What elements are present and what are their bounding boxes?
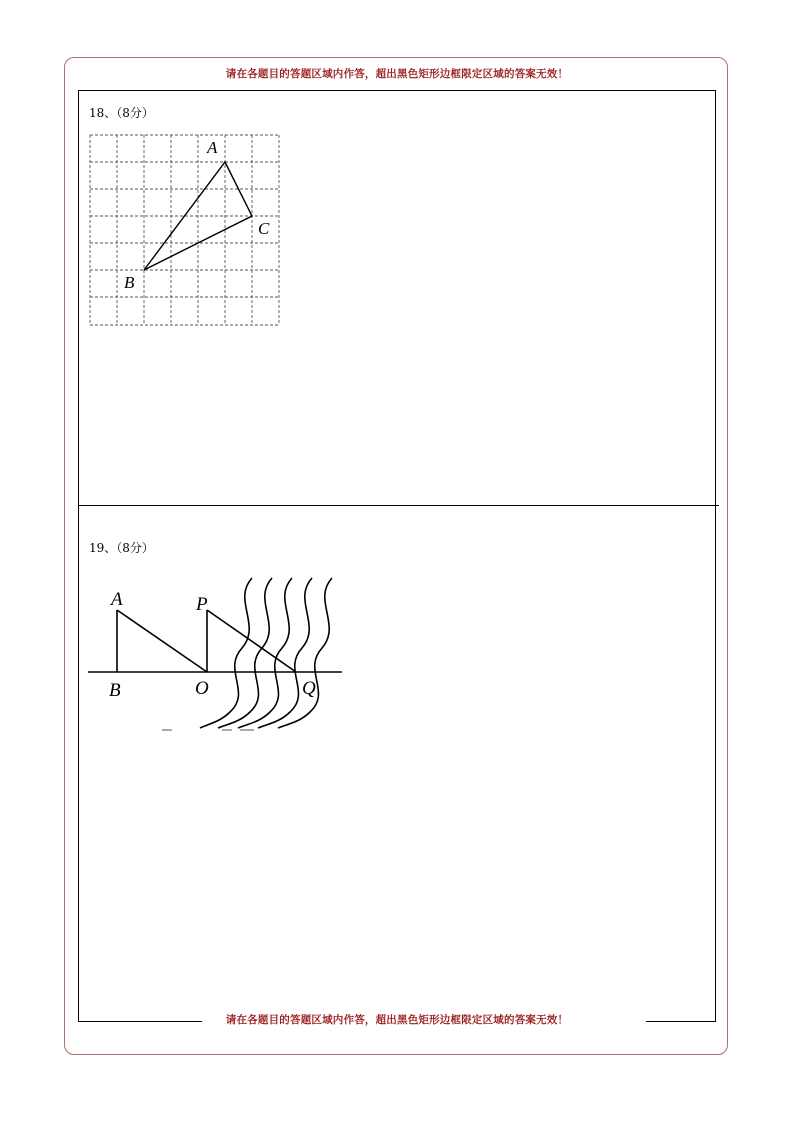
answer-notice-bottom: 请在各题目的答题区域内作答，超出黑色矩形边框限定区域的答案无效！ — [225, 1014, 569, 1026]
river-wavy-lines — [200, 578, 332, 728]
answer-notice-top: 请在各题目的答题区域内作答，超出黑色矩形边框限定区域的答案无效！ — [225, 68, 569, 80]
point-q-label: Q — [302, 678, 316, 699]
question-18-label: 18、（8分） — [89, 106, 154, 120]
point-a-label: A — [111, 589, 123, 610]
point-p-label: P — [196, 594, 208, 615]
question-19-label: 19、（8分） — [89, 541, 154, 555]
triangle-poq — [207, 610, 296, 672]
point-a-label: A — [207, 138, 218, 157]
triangle-abo — [117, 610, 207, 672]
point-b-label: B — [124, 273, 135, 292]
point-o-label: O — [195, 678, 209, 699]
point-b-label: B — [109, 680, 121, 701]
point-c-label: C — [258, 219, 270, 238]
